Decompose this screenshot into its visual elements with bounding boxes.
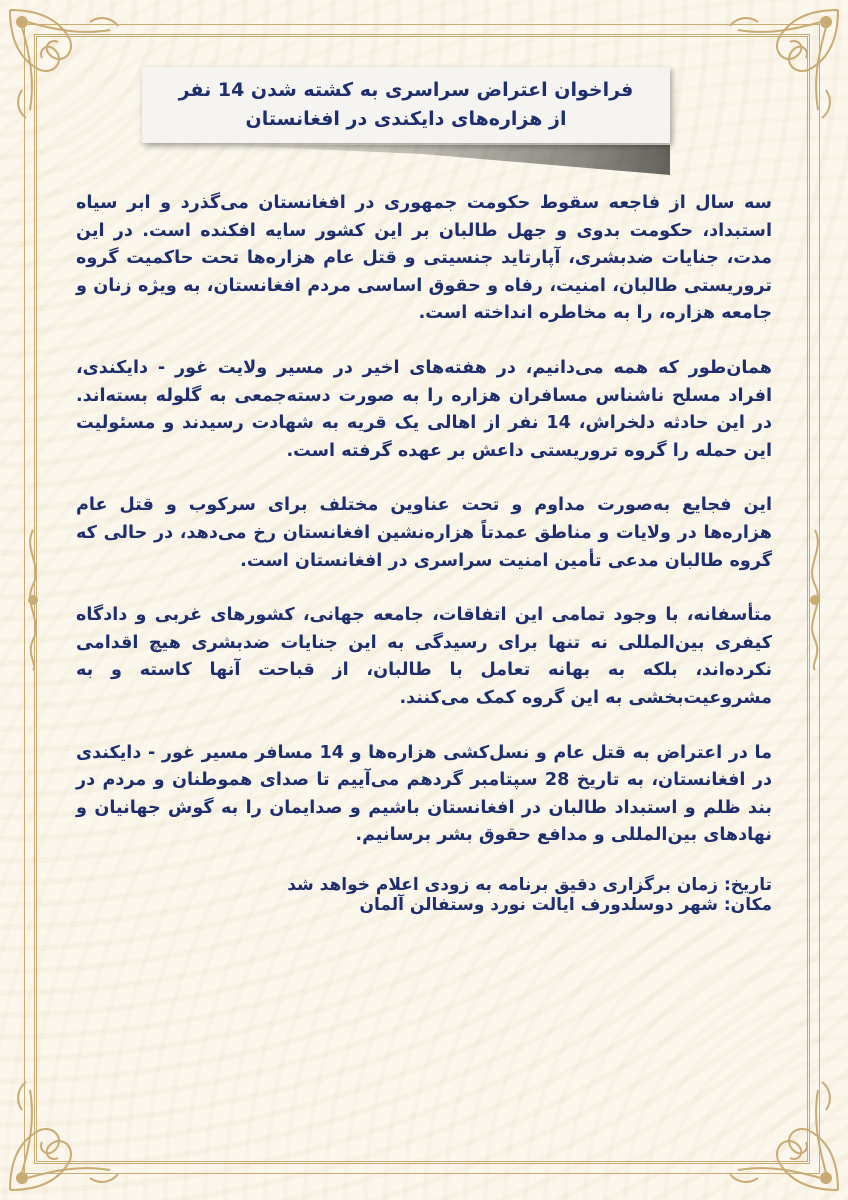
paragraph: این فجایع به‌صورت مداوم و تحت عناوین مختلف برای سرکوب و قتل عام هزاره‌ها در ولایات و مناطق عمدتاً هزاره‌نشین افغانستان رخ می‌دهد، در حالی که گروه طالبان مدعی تأمین امنیت سراسری در افغانستان است.: [76, 495, 772, 571]
paragraph: ما در اعتراض به قتل عام و نسل‌کشی هزاره‌ها و 14 مسافر مسیر غور - دایکندی در افغانستان، به تاریخ 28 سپتامبر گردهم می‌آییم تا صدای هموطنان و مردم در بند ظلم و استبداد طالبان در افغانستان باشیم و صدایمان را به گوش جهانیان و نهادهای بین‌المللی و مدافع حقوق بشر برسانیم.: [76, 742, 772, 846]
title-box: [142, 67, 670, 143]
corner-ornament-icon: [718, 0, 848, 130]
paragraph: همان‌طور که همه می‌دانیم، در هفته‌های اخیر در مسیر ولایت غور - دایکندی، افراد مسلح ناشناس مسافران هزاره را به صورت دسته‌جمعی به گلوله بسته‌اند. در این حادثه دلخراش، 14 نفر از اهالی یک قریه به شهادت رسیدند و مسئولیت این حمله را گروه تروریستی داعش بر عهده گرفته است.: [76, 357, 772, 461]
side-ornament-icon: [18, 525, 48, 675]
corner-ornament-icon: [0, 1070, 130, 1200]
title-line-1: فراخوان اعتراض سراسری به کشته شدن 14 نفر: [178, 79, 634, 101]
paragraph: سه سال از فاجعه سقوط حکومت جمهوری در افغانستان می‌گذرد و ابر سیاه استبداد، حکومت بدوی و جهل طالبان بر این کشور سایه افکنده است. در این مدت، جنایات ضدبشری، آپارتاید جنسیتی و قتل عام هزاره‌ها تحت حاکمیت گروه تروریستی طالبان، امنیت، رفاه و حقوق اساسی مردم افغانستان، به ویژه زنان و جامعه هزاره، را به مخاطره انداخته است.: [76, 193, 772, 324]
event-date: تاریخ: زمان برگزاری دقیق برنامه به زودی اعلام خواهد شد: [287, 874, 772, 895]
corner-ornament-icon: [718, 1070, 848, 1200]
side-ornament-icon: [800, 525, 830, 675]
event-place: مکان: شهر دوسلدورف ایالت نورد وستفالن آلمان: [359, 894, 772, 915]
title-line-2: از هزاره‌های دایکندی در افغانستان: [245, 108, 567, 130]
corner-ornament-icon: [0, 0, 130, 130]
document-body: [76, 190, 772, 915]
paragraph: متأسفانه، با وجود تمامی این اتفاقات، جامعه جهانی، کشورهای غربی و دادگاه کیفری بین‌المللی نه تنها برای رسیدگی به این جنایات ضدبشری هیچ اقدامی نکرده‌اند، بلکه به بهانه تعامل با طالبان، از قباحت آنها کاسته و به مشروعیت‌بخشی به این گروه کمک می‌کنند.: [76, 605, 772, 708]
event-info: [76, 875, 772, 915]
